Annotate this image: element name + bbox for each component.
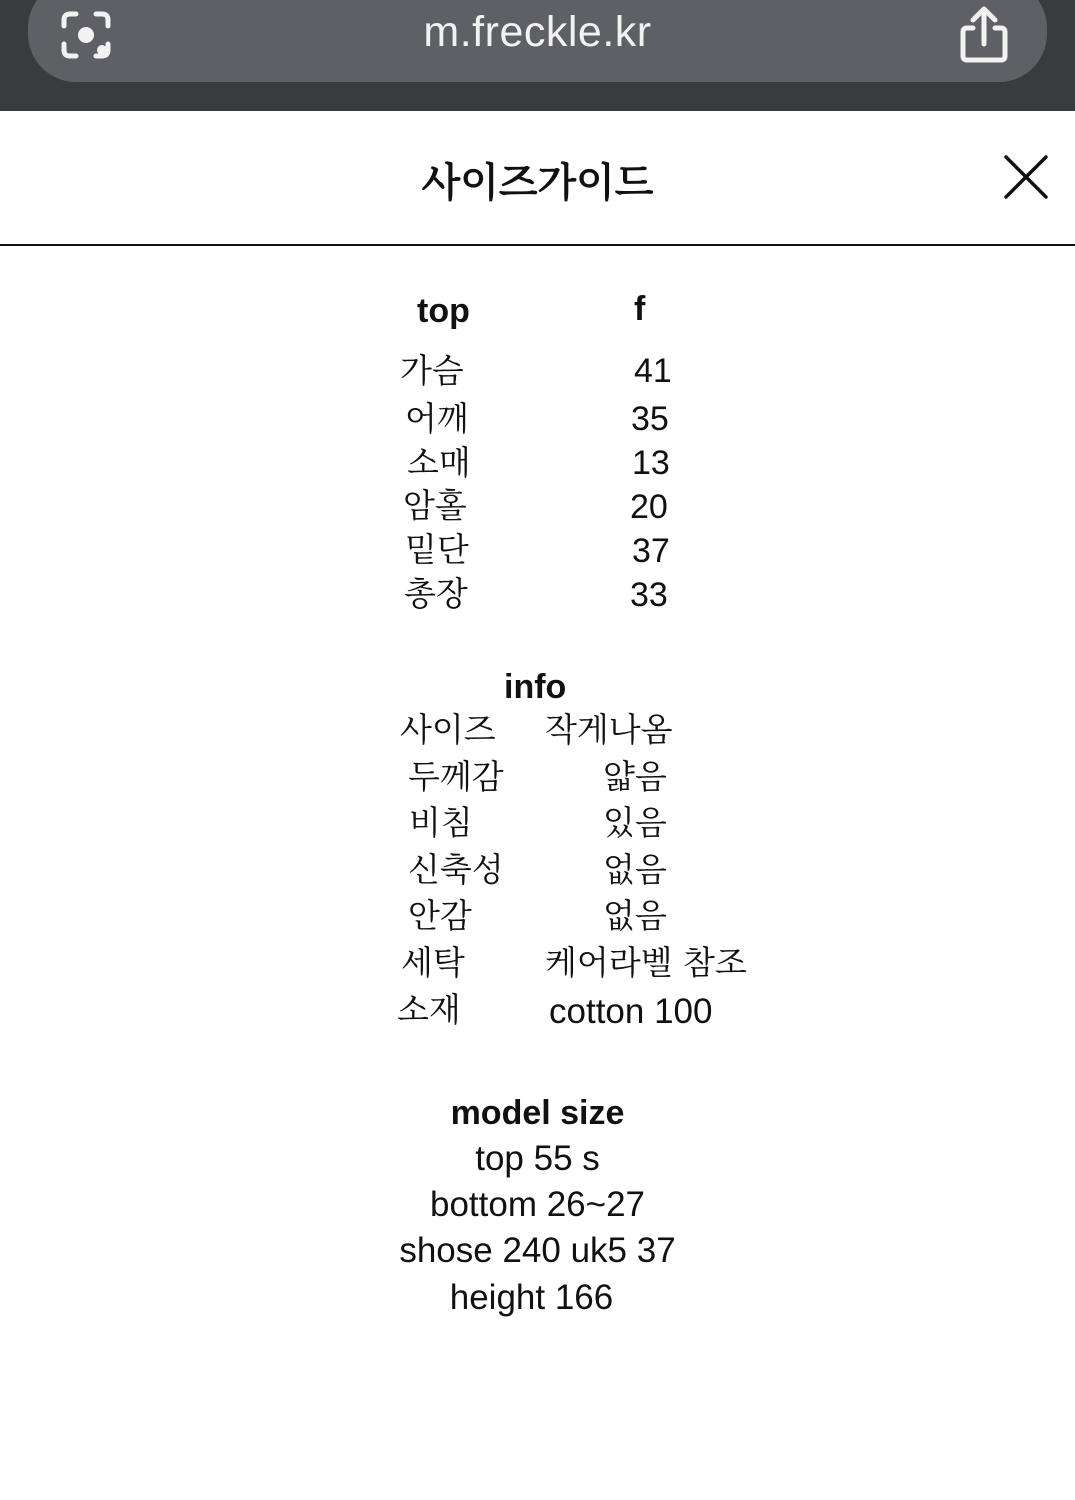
model-size-line: top 55 s (475, 1139, 600, 1178)
info-row-label: 비침 (409, 803, 473, 842)
browser-toolbar (0, 0, 1075, 111)
size-row-label: 밑단 (405, 530, 469, 569)
info-row-label: 세탁 (401, 943, 465, 982)
info-row-value: 케어라벨 참조 (545, 943, 747, 982)
size-row-value: 41 (634, 352, 672, 390)
info-row-label: 안감 (408, 896, 472, 935)
info-row-label: 두께감 (408, 757, 504, 796)
info-row-label: 소재 (397, 990, 461, 1029)
info-title: info (504, 668, 567, 706)
model-size-line: bottom 26~27 (429, 1185, 646, 1224)
size-table-header-label: top (417, 292, 470, 330)
info-row-value: 없음 (603, 850, 667, 889)
size-row-value: 35 (631, 400, 669, 438)
info-row-value: 작게나옴 (545, 710, 673, 749)
model-size-line: shose 240 uk5 37 (399, 1231, 676, 1270)
info-row-value: cotton 100 (549, 992, 713, 1031)
share-icon[interactable] (955, 6, 1013, 64)
modal-header (0, 111, 1075, 246)
size-row-label: 총장 (404, 574, 468, 613)
info-row-label: 사이즈 (400, 710, 496, 749)
size-table-header-size: f (634, 290, 646, 328)
size-row-value: 13 (632, 444, 670, 482)
size-guide-content (0, 246, 1075, 1500)
size-row-label: 가슴 (400, 351, 464, 390)
size-row-label: 암홀 (403, 486, 467, 525)
info-row-value: 얇음 (603, 757, 667, 796)
info-row-label: 신축성 (408, 850, 504, 889)
close-icon[interactable] (1000, 151, 1052, 203)
size-row-label: 어깨 (405, 399, 469, 438)
info-row-value: 없음 (603, 896, 667, 935)
model-size-title: model size (450, 1094, 625, 1132)
size-row-value: 20 (630, 488, 668, 526)
size-row-label: 소매 (407, 443, 471, 482)
url-text[interactable]: m.freckle.kr (423, 8, 652, 56)
model-size-line: height 166 (449, 1278, 614, 1317)
size-row-value: 33 (630, 576, 668, 614)
size-row-value: 37 (632, 532, 670, 570)
modal-title: 사이즈가이드 (421, 160, 654, 206)
info-row-value: 있음 (603, 803, 667, 842)
